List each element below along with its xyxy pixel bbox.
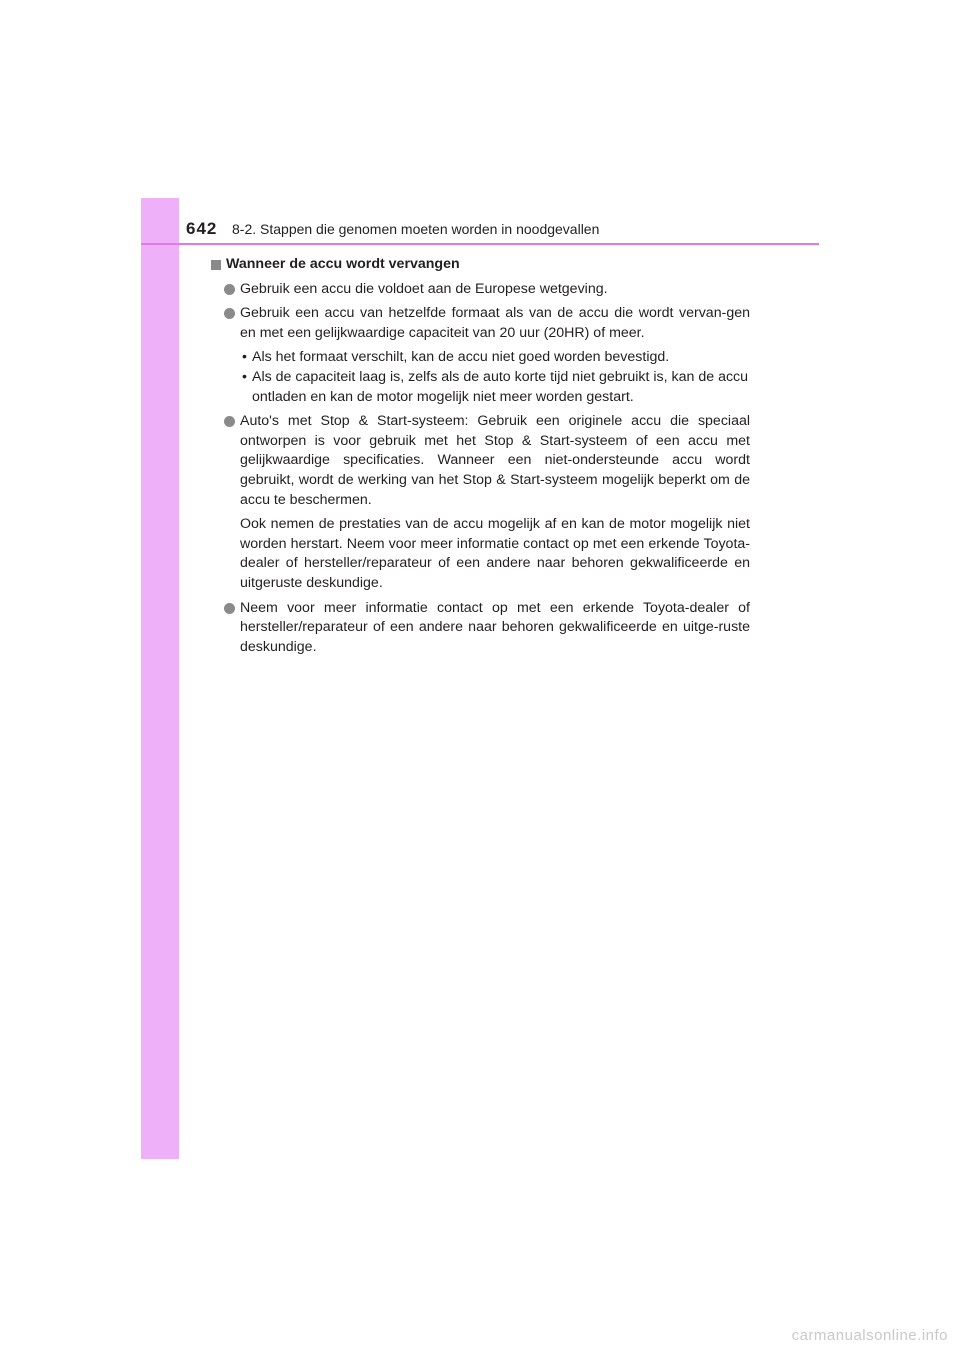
header-rule xyxy=(141,243,819,245)
sub-item-text: Als het formaat verschilt, kan de accu niet goed worden bevestigd. xyxy=(252,349,670,366)
sub-item xyxy=(210,348,750,368)
circle-bullet-icon xyxy=(224,603,235,614)
header-band xyxy=(141,198,178,245)
section-title xyxy=(210,255,750,275)
list-item-text: Gebruik een accu van hetzelfde formaat als van de accu die wordt vervan-gen en met een gelijkwaardige capaciteit van 20 uur (20HR) of meer. xyxy=(240,305,750,341)
sub-item xyxy=(210,368,750,407)
page-number: 642 xyxy=(186,219,218,238)
circle-bullet-icon xyxy=(224,416,235,427)
section-title-text: Wanneer de accu wordt vervangen xyxy=(226,256,460,272)
list-item-text: Auto's met Stop & Start-systeem: Gebruik een originele accu die speciaal ontworpen is voor gebruik met het Stop & Start-systeem of een accu met gelijkwaardige specificaties. Wanneer een niet-ondersteunde accu wordt gebruikt, wordt de werking van het Stop & Start-systeem mogelijk beperkt om de accu te beschermen. xyxy=(240,413,750,508)
square-bullet-icon xyxy=(211,260,221,270)
sub-item-text: Als de capaciteit laag is, zelfs als de auto korte tijd niet gebruikt is, kan de accu ontladen en kan de motor mogelijk niet meer worden gestart. xyxy=(252,368,749,405)
list-item xyxy=(210,280,750,300)
paragraph: Ook nemen de prestaties van de accu mogelijk af en kan de motor mogelijk niet worden herstart. Neem voor meer informatie contact op met een erkende Toyota-dealer of hersteller/reparateur of een andere naar behoren gekwalificeerde en uitgeruste deskundige. xyxy=(240,516,750,591)
sidebar-tab xyxy=(141,198,179,1159)
list-item xyxy=(210,412,750,510)
list-item-text: Neem voor meer informatie contact op met een erkende Toyota-dealer of hersteller/reparateur of een andere naar behoren gekwalificeerde en uitge-ruste deskundige. xyxy=(240,599,750,655)
watermark: carmanualsonline.info xyxy=(791,1327,948,1344)
list-item xyxy=(210,599,750,658)
circle-bullet-icon xyxy=(224,284,235,295)
list-item xyxy=(210,304,750,343)
sub-item-marker: • xyxy=(242,368,247,385)
circle-bullet-icon xyxy=(224,308,235,319)
content xyxy=(210,255,750,662)
sub-item-marker: • xyxy=(242,349,247,366)
list-item-text: Gebruik een accu die voldoet aan de Europese wetgeving. xyxy=(240,280,608,297)
header-title: 8-2. Stappen die genomen moeten worden in noodgevallen xyxy=(232,221,600,237)
